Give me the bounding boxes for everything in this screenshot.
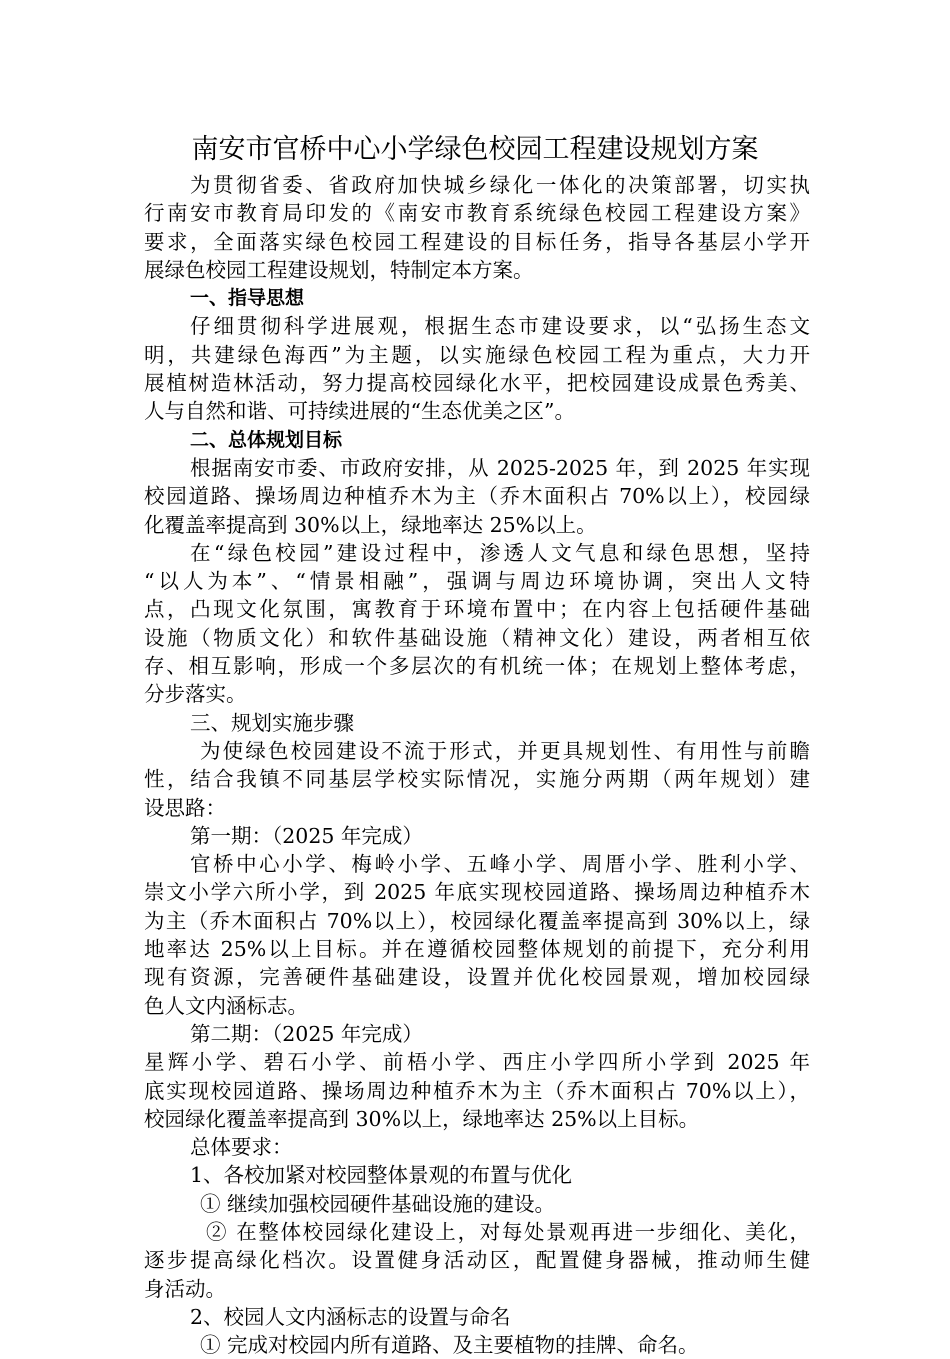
paragraph-line: 崇文小学六所小学，到 2025 年底实现校园道路、操场周边种植乔木 bbox=[144, 880, 810, 905]
list-item: 2、校园人文内涵标志的设置与命名 bbox=[190, 1304, 511, 1329]
document-body bbox=[144, 171, 810, 1359]
paragraph-line: 设施（物质文化）和软件基础设施（精神文化）建设，两者相互依 bbox=[144, 625, 810, 650]
paragraph-line: 现有资源，完善硬件基础建设，设置并优化校园景观，增加校园绿 bbox=[144, 965, 810, 990]
paragraph-line: 仔细贯彻科学进展观，根据生态市建设要求，以“弘扬生态文 bbox=[190, 314, 810, 339]
paragraph-line: 存、相互影响，形成一个多层次的有机统一体；在规划上整体考虑， bbox=[144, 654, 810, 679]
paragraph-line: 根据南安市委、市政府安排，从 2025-2025 年，到 2025 年实现 bbox=[190, 455, 810, 480]
paragraph-line: 地率达 25%以上目标。并在遵循校园整体规划的前提下，充分利用 bbox=[144, 937, 810, 962]
section-heading: 三、规划实施步骤 bbox=[190, 710, 354, 735]
list-subitem: ② 在整体校园绿化建设上，对每处景观再进一步细化、美化， bbox=[206, 1219, 810, 1244]
paragraph-line: 性，结合我镇不同基层学校实际情况，实施分两期（两年规划）建 bbox=[144, 767, 810, 792]
paragraph-line: 为使绿色校园建设不流于形式，并更具规划性、有用性与前瞻 bbox=[200, 738, 810, 763]
paragraph-line: “以人为本”、“情景相融”，强调与周边环境协调，突出人文特 bbox=[144, 569, 810, 594]
section-heading: 二、总体规划目标 bbox=[190, 428, 343, 451]
paragraph-line: 身活动。 bbox=[144, 1276, 226, 1301]
paragraph-line: 点，凸现文化氛围，寓教育于环境布置中；在内容上包括硬件基础 bbox=[144, 597, 810, 622]
paragraph-line: 为主（乔木面积占 70%以上），校园绿化覆盖率提高到 30%以上，绿 bbox=[144, 908, 810, 933]
paragraph-line: 官桥中心小学、梅岭小学、五峰小学、周厝小学、胜利小学、 bbox=[190, 852, 810, 877]
list-item: 1、各校加紧对校园整体景观的布置与优化 bbox=[190, 1163, 573, 1188]
list-subitem: ① 完成对校园内所有道路、及主要植物的挂牌、命名。 bbox=[200, 1333, 699, 1358]
paragraph-line: 底实现校园道路、操场周边种植乔木为主（乔木面积占 70%以上）， bbox=[144, 1078, 810, 1103]
paragraph-line: 行南安市教育局印发的《南安市教育系统绿色校园工程建设方案》 bbox=[144, 201, 810, 226]
paragraph-line: 要求，全面落实绿色校园工程建设的目标任务，指导各基层小学开 bbox=[144, 229, 810, 254]
paragraph-line: 展绿色校园工程建设规划，特制定本方案。 bbox=[144, 257, 534, 282]
paragraph-line: 星辉小学、碧石小学、前梧小学、西庄小学四所小学到 2025 年 bbox=[144, 1050, 810, 1075]
paragraph-line: 化覆盖率提高到 30%以上，绿地率达 25%以上。 bbox=[144, 512, 597, 537]
paragraph-line: 在“绿色校园”建设过程中，渗透人文气息和绿色思想，坚持 bbox=[190, 540, 810, 565]
phase-heading: 第二期：（2025 年完成） bbox=[190, 1021, 423, 1046]
paragraph-line: 为贯彻省委、省政府加快城乡绿化一体化的决策部署，切实执 bbox=[190, 173, 810, 197]
paragraph-line: 逐步提高绿化档次。设置健身活动区，配置健身器械，推动师生健 bbox=[144, 1248, 810, 1273]
paragraph-line: 色人文内涵标志。 bbox=[144, 993, 308, 1018]
paragraph-line: 设思路： bbox=[144, 795, 226, 820]
document-title: 南安市官桥中心小学绿色校园工程建设规划方案 bbox=[191, 134, 759, 165]
requirements-heading: 总体要求： bbox=[190, 1135, 293, 1160]
paragraph-line: 分步落实。 bbox=[144, 682, 247, 707]
paragraph-line: 校园道路、操场周边种植乔木为主（乔木面积占 70%以上），校园绿 bbox=[144, 484, 810, 509]
section-heading: 一、指导思想 bbox=[190, 287, 305, 310]
paragraph-line: 人与自然和谐、可持续进展的“生态优美之区”。 bbox=[144, 399, 575, 424]
paragraph-line: 展植树造林活动，努力提高校园绿化水平，把校园建设成景色秀美、 bbox=[144, 371, 810, 396]
list-subitem: ① 继续加强校园硬件基础设施的建设。 bbox=[200, 1191, 556, 1216]
phase-heading: 第一期：（2025 年完成） bbox=[190, 823, 423, 848]
paragraph-line: 明，共建绿色海西”为主题，以实施绿色校园工程为重点，大力开 bbox=[144, 342, 810, 367]
paragraph-line: 校园绿化覆盖率提高到 30%以上，绿地率达 25%以上目标。 bbox=[144, 1106, 700, 1131]
